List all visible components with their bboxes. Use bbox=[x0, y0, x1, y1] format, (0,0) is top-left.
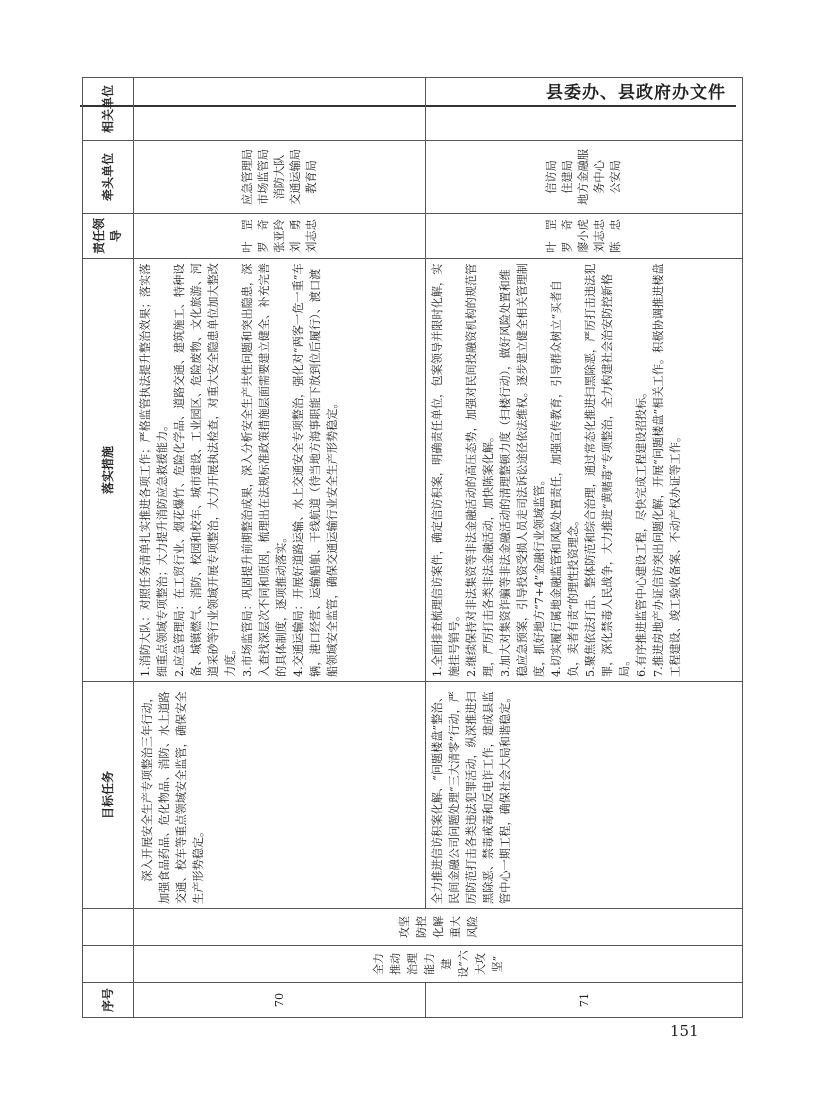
goal-text: 深入开展安全生产专项整治三年行动，加强食品药品、危化物品、消防、水上道路交通、校车等重点领域安全监管，确保安全生产形势稳定。 bbox=[141, 691, 205, 904]
lead-units-cell bbox=[426, 141, 743, 214]
goal-text: 全力推进信访积案化解、“问题楼盘”整治、民间金融公司问题处理“三大清零”行动，严厉防范打击各类违法犯罪活动，纵深推进扫黑除恶、禁毒戒毒和反电诈工作，建成县监管中心一期工程，确保社会大局和谐稳定。 bbox=[431, 691, 512, 904]
row-number: 70 bbox=[134, 983, 426, 1018]
measure-item: 3.市场监管局：巩固提升前期整治成果，深入分析安全生产共性问题和突出隐患，深入查找深层次不同和原因，梳理出在法规标准政策措施层面需要建立健全、补充完善的具体制度，逐项推动落实。 bbox=[241, 263, 288, 677]
related-units-cell bbox=[134, 78, 426, 141]
document-header-title: 县委办、县政府办文件 bbox=[546, 83, 726, 103]
header-goal: 目标任务 bbox=[83, 682, 134, 909]
lead-units-cell bbox=[134, 141, 426, 214]
related-units-cell bbox=[426, 78, 743, 141]
lead-unit: 应急管理局 bbox=[240, 149, 254, 205]
leader-name: 廖小虎 bbox=[577, 219, 590, 253]
header-related-unit: 相关单位 bbox=[83, 78, 134, 141]
lead-unit: 消防大队 bbox=[272, 154, 286, 200]
leader-name: 刘志忠 bbox=[593, 219, 606, 253]
leader-name: 叶 罡 bbox=[240, 219, 254, 253]
measure-item: 1.消防大队：对照任务清单扎实推进各项工作；严格监管执法提升整治效果；落实落细重点领域专项整治；大力提升消防应急救援能力。 bbox=[139, 263, 169, 677]
lead-unit: 住建局 bbox=[561, 160, 574, 194]
leader-name: 叶 罡 bbox=[545, 219, 558, 253]
table-row bbox=[426, 78, 743, 1018]
row-number: 71 bbox=[426, 983, 743, 1018]
category-level2: 攻坚防控化解重大风险 bbox=[134, 909, 743, 946]
lead-unit: 市场监管局 bbox=[256, 149, 270, 205]
header-measures: 落实措施 bbox=[83, 259, 134, 682]
measure-item: 3.加大对集资诈骗等非法金融活动的清理整顿力度（扫楼行动），做好风险处置和维稳应急预案，引导投资受损人员走司法诉讼途径依法维权。逐步建立健全相关管理制度，抓好地方“7+4”金融行业领域监管。 bbox=[499, 263, 546, 677]
lead-unit: 教育局 bbox=[304, 160, 318, 194]
measure-item: 2.应急管理局：在工贸行业、烟花爆竹、危险化学品、道路交通、建筑施工、特种设备、城镇燃气、消防、校园和校车、城市建设、工业园区、危险废物、文化旅游、河道采砂等行业领域开展专项整治，大力开展执法检查，对重大安全隐患单位加大整改力度。 bbox=[173, 263, 237, 677]
lead-unit: 交通运输局 bbox=[288, 149, 302, 205]
measure-item: 6.有序推进监管中心建设工程，尽快完成工程建设招投标。 bbox=[635, 386, 648, 677]
table-header-row bbox=[83, 78, 134, 1018]
lead-unit: 地方金融服务中心 bbox=[577, 149, 606, 205]
leader-name: 刘志忠 bbox=[304, 219, 318, 253]
table-row bbox=[134, 78, 426, 1018]
header-cat2 bbox=[83, 909, 134, 946]
page-number: 151 bbox=[670, 1022, 699, 1040]
task-table bbox=[82, 77, 743, 1018]
header-num: 序号 bbox=[83, 983, 134, 1018]
leaders-cell bbox=[134, 214, 426, 259]
leader-name: 陈 忠 bbox=[609, 219, 622, 253]
goal-cell bbox=[426, 682, 743, 909]
measure-item: 4.切实履行属地金融监管和风险处置责任，加强宣传教育，引导群众树立“买者自负，卖者有责”的理性投资理念。 bbox=[550, 280, 580, 677]
leader-name: 罗 奇 bbox=[256, 219, 270, 253]
header-cat1 bbox=[83, 946, 134, 983]
leader-name: 罗 奇 bbox=[561, 219, 574, 253]
measures-cell bbox=[426, 259, 743, 682]
goal-cell bbox=[134, 682, 426, 909]
measure-item: 4.交通运输局：开展好道路运输、水上交通安全专项整治，强化对“两客一危一重”车辆，港口经营、运输船舶、干线航道（待当地方海事职能下放到位后履行）、渡口渡船领域安全监管，确保交通运输行业安全生产形势稳定。 bbox=[292, 263, 339, 677]
leaders-cell bbox=[426, 214, 743, 259]
leader-name: 张亚玲 bbox=[272, 219, 286, 253]
measure-item: 7.推进房地产办证信访突出问题化解，开展“问题楼盘”相关工作。积极协调推进楼盘工程建设、竣工验收备案、不动产权办证等工作。 bbox=[652, 263, 682, 677]
measure-item: 1.全面排查梳理信访案件，确定信访积案，明确责任单位，包案领导并限时化解，实施挂号销号。 bbox=[431, 263, 461, 677]
measure-item: 2.继续保持对非法集资等非法金融活动的高压态势，加强对民间投融资机构的规范管理，严厉打击各类非法金融活动，加快陈案化解。 bbox=[465, 263, 495, 677]
header-lead-unit: 牵头单位 bbox=[83, 141, 134, 214]
lead-unit: 信访局 bbox=[545, 160, 558, 194]
measure-item: 5.聚焦依法打击、整体防范和综合治理，通过常态化推进扫黑除恶，严厉打击违法犯罪，深化禁毒人民战争，大力推进“黄赌毒”专项整治，全力构建社会治安防控新格局。 bbox=[584, 263, 631, 677]
measures-cell bbox=[134, 259, 426, 682]
header-leader: 责任领导 bbox=[83, 214, 134, 259]
lead-unit: 公安局 bbox=[609, 160, 622, 194]
category-level1: 全力推动治理能力建设“六大攻坚” bbox=[134, 946, 743, 983]
leader-name: 刘 勇 bbox=[288, 219, 302, 253]
